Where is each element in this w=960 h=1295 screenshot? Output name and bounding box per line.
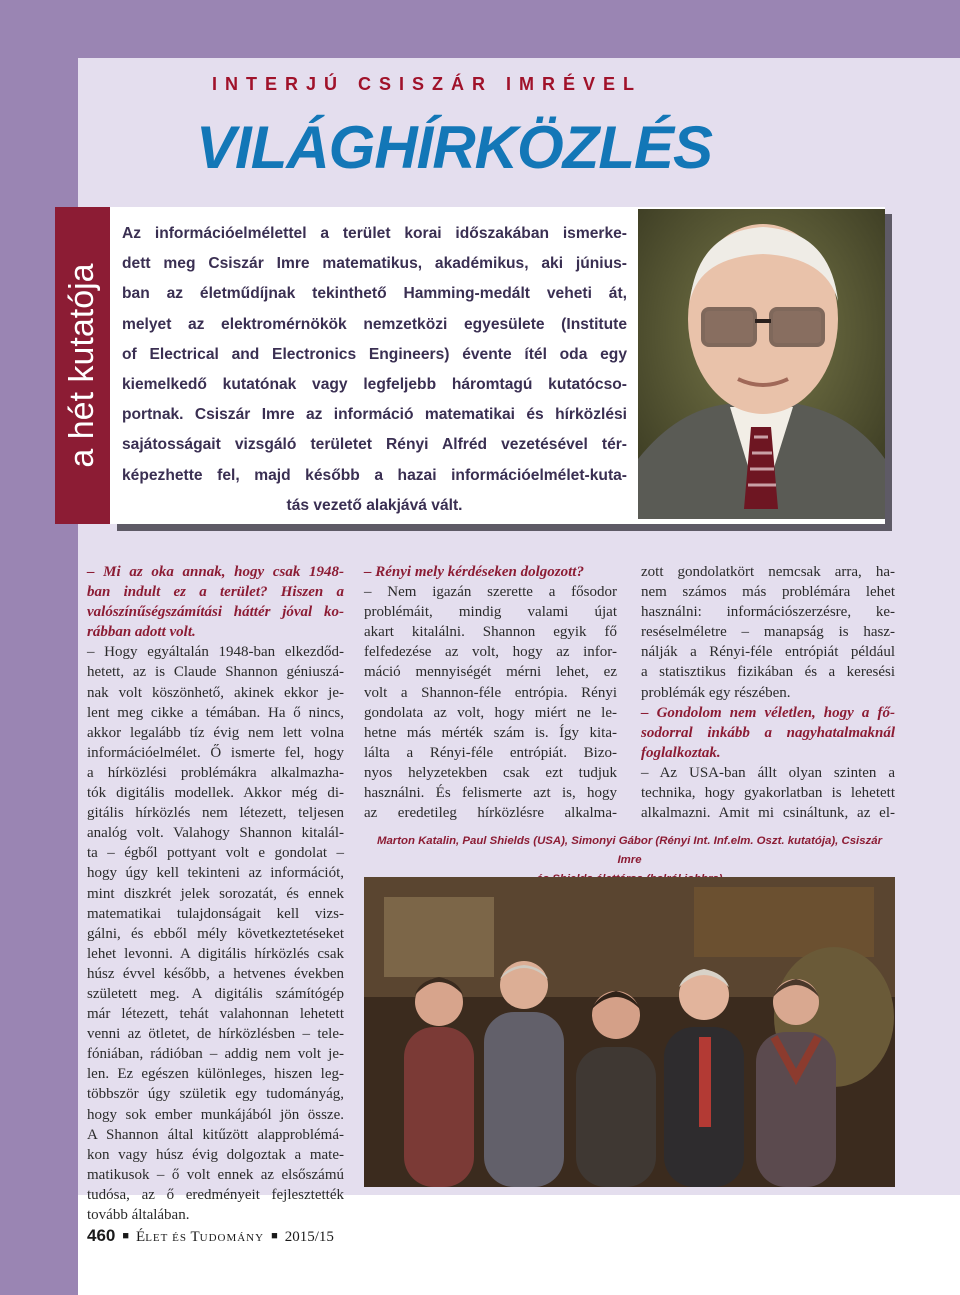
answer-line: lent meg cikke a témában. Ha ő nincs, xyxy=(87,704,344,721)
answer-line: problémák egy részében. xyxy=(641,684,791,701)
answer-line: használni: információszerzésre, ke- xyxy=(641,604,895,621)
answer-line: lehet levonni. A digitális hírközlés csak xyxy=(87,945,344,962)
answer-line: máció mennyiségét mérni lehet, ez xyxy=(364,664,617,681)
portrait-image xyxy=(638,209,885,519)
answer-line: többször úgy születik egy tudományág, xyxy=(87,1086,344,1103)
answer-line: született meg. A digitális számítógép xyxy=(87,985,344,1002)
lead-line: sajátosságait vizsgáló területet Rényi Alfréd vezetésével tér- xyxy=(122,436,627,454)
answer-line: hogy úgy kell tekinteni az információt, xyxy=(87,865,344,882)
answer-line: ta – égből pottyant volt e gondolat – xyxy=(87,845,344,862)
publication-word2: ÉS xyxy=(172,1232,187,1244)
lead-line: melyet az elektromérnökök nemzetközi egyesülete (Institute xyxy=(122,315,627,333)
question-line: – Rényi mely kérdéseken dolgozott? xyxy=(364,564,584,580)
article-column-2 xyxy=(364,562,617,823)
answer-line: venni az ötletet, de hírközlésben – tele- xyxy=(87,1026,344,1043)
publication-word1-initial: É xyxy=(136,1229,146,1245)
answer-line: – Nem igazán szerette a fősodor xyxy=(364,584,617,601)
answer-line: alkalmazni. Amit mi csináltunk, az el- xyxy=(641,805,895,822)
answer-line: gitális hírközlés nem létezett, teljesen xyxy=(87,805,344,822)
article-column-1 xyxy=(87,562,344,1225)
answer-line: tudósa, az ő eredményeit fejlesztették xyxy=(87,1186,344,1203)
group-photo-image xyxy=(364,877,895,1187)
answer-line: zott gondolatkört nemcsak arra, ha- xyxy=(641,564,895,580)
article-kicker: INTERJÚ CSISZÁR IMRÉVEL xyxy=(212,74,643,94)
answer-line: a hírközlési problémákra alkalmazha- xyxy=(87,764,344,781)
article-title: VILÁGHÍRKÖZLÉS xyxy=(196,114,713,181)
answer-line: len. Ez egészen különleges, hiszen leg- xyxy=(87,1066,344,1083)
question-line: – Mi az oka annak, hogy csak 1948- xyxy=(87,564,344,580)
answer-line: – Hogy egyáltalán 1948-ban elkezdőd- xyxy=(87,644,344,661)
answer-line: mint diszkrét jelek sorozatát, és ennek xyxy=(87,885,344,902)
lead-line: ban az életműdíjnak tekinthető Hamming-medált veheti át, xyxy=(122,285,627,303)
answer-line: nak volt köszönhető, akinek ekkor je- xyxy=(87,684,344,701)
lead-box xyxy=(110,207,885,524)
question-line: valószínűségszámítási háttér jóval ko- xyxy=(87,604,344,621)
section-tab-label: a hét kutatója xyxy=(63,263,101,468)
answer-line: nyos helyzetekben csak ezt tudjuk xyxy=(364,764,617,781)
question-line: ban indult ez a terület? Hiszen a xyxy=(87,584,344,601)
lead-line: képezhette fel, majd később a hazai információelmélet-kuta- xyxy=(122,466,627,484)
separator-square-icon: ■ xyxy=(271,1230,278,1242)
answer-line: analóg volt. Valahogy Shannon kitalál- xyxy=(87,825,344,842)
page-number: 460 xyxy=(87,1226,116,1245)
section-tab xyxy=(55,207,110,524)
answer-line: információelmélet. Ő ismerte fel, hogy xyxy=(87,744,344,761)
answer-line: az eredetileg hírközlésre alkalma- xyxy=(364,805,617,822)
photo-caption-line-1: Marton Katalin, Paul Shields (USA), Simonyi Gábor (Rényi Int. Inf.elm. Oszt. kutatója), Csiszár Imre xyxy=(376,835,883,866)
question-line: foglalkoztak. xyxy=(641,744,721,761)
lead-line: tás vezető alakjává vált. xyxy=(286,496,463,514)
publication-word3-rest: UDOMÁNY xyxy=(199,1232,265,1244)
article-column-3 xyxy=(641,562,895,823)
answer-line: már létezett, tehát valahonnan lehetett xyxy=(87,1006,344,1023)
answer-line: gálni, és ebből mély következtetéseket xyxy=(87,925,344,942)
question-line: – Gondolom nem véletlen, hogy a fő- xyxy=(641,704,895,721)
answer-line: hogy sok ember munkájából jön össze. xyxy=(87,1106,344,1123)
answer-line: húsz évvel később, a hetvenes években xyxy=(87,965,344,982)
answer-line: technika, hogy gyakorlatban is lehetett xyxy=(641,785,895,802)
lead-line: kiemelkedő kutatónak vagy legfeljebb háromtagú kutatócso- xyxy=(122,376,627,394)
answer-line: nem számos más problémára lehet xyxy=(641,584,895,601)
answer-line: problémáit, mindig valami újat xyxy=(364,604,617,621)
lead-line: Az információelmélettel a terület korai időszakában ismerke- xyxy=(122,225,627,242)
answer-line: akkor legalább tíz évig nem lett volna xyxy=(87,724,344,741)
answer-line: használni. És felismerte azt is, hogy xyxy=(364,785,617,802)
answer-line: – Az USA-ban állt olyan szinten a xyxy=(641,764,895,781)
answer-line: fóniában, rádióban – addig nem volt je- xyxy=(87,1046,344,1063)
publication-word1-rest: LET xyxy=(145,1232,169,1244)
answer-line: felfedezése az volt, hogy az infor- xyxy=(364,644,617,661)
lead-line: portnak. Csiszár Imre az információ matematikai és hírközlési xyxy=(122,406,627,424)
answer-line: nálják a Rényi-féle entrópiát például xyxy=(641,644,895,661)
answer-line: tók digitális modellek. Akkor még di- xyxy=(87,785,344,802)
publication-word3-initial: T xyxy=(190,1229,200,1245)
question-line: rábban adott volt. xyxy=(87,624,196,641)
answer-line: volt a Shannon-féle entrópia. Rényi xyxy=(364,684,617,701)
answer-line: reséselméletre – manapság is hasz- xyxy=(641,624,895,641)
answer-line: kon vagy húsz évig dolgoztak a mate- xyxy=(87,1146,344,1163)
answer-line: hetne más mérték szám is. Így kita- xyxy=(364,724,617,741)
issue-number: 2015/15 xyxy=(284,1229,334,1245)
answer-line: matematikai tulajdonságait kell vizs- xyxy=(87,905,344,922)
publication-name xyxy=(136,1229,264,1245)
question-line: sodorral inkább a nagyhatalmaknál xyxy=(641,724,895,741)
page-footer xyxy=(87,1226,334,1246)
separator-square-icon: ■ xyxy=(122,1230,130,1242)
lead-paragraph xyxy=(122,219,627,521)
answer-line: tovább általában. xyxy=(87,1207,190,1223)
answer-line: A Shannon által kitűzött alapproblémá- xyxy=(87,1126,344,1143)
answer-line: lálta a Rényi-féle entrópiát. Bizo- xyxy=(364,744,617,761)
answer-line: hetett, az is Claude Shannon géniuszá- xyxy=(87,664,344,681)
portrait-photo xyxy=(638,209,885,519)
answer-line: akart kitalálni. Shannon egyik fő xyxy=(364,624,617,641)
group-photo xyxy=(364,877,895,1187)
lead-line: of Electrical and Electronics Engineers) évente ítél oda egy xyxy=(122,345,627,363)
answer-line: a statisztikus fizikában és a keresési xyxy=(641,664,895,681)
answer-line: matikusok – ő volt ennek az elsőszámú xyxy=(87,1166,344,1183)
answer-line: gondolata az volt, hogy miért ne le- xyxy=(364,704,617,721)
lead-line: dett meg Csiszár Imre matematikus, akadémikus, aki június- xyxy=(122,255,627,273)
